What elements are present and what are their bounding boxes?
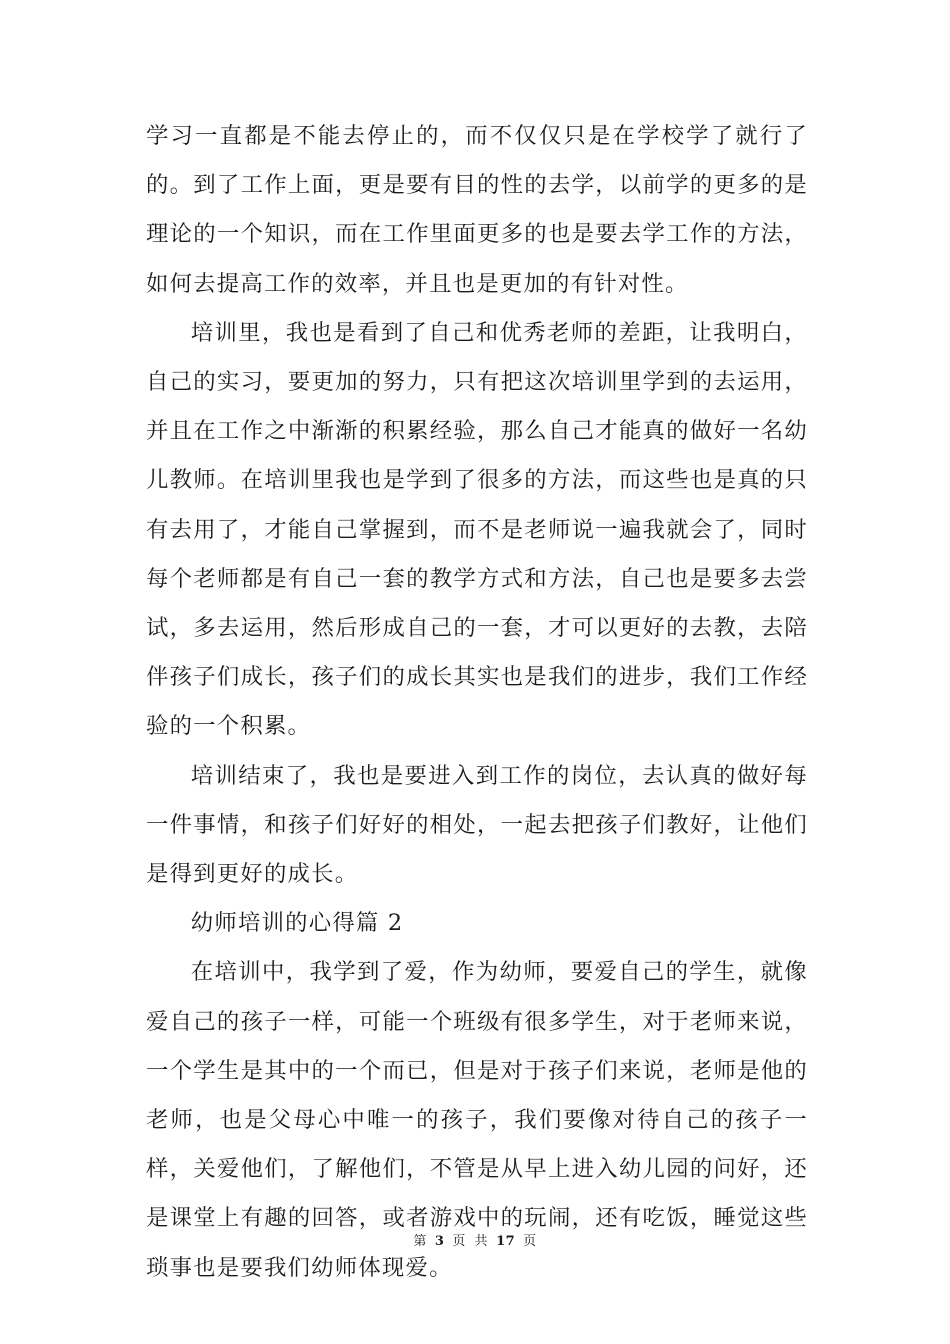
footer-total-prefix: 共: [474, 1234, 489, 1249]
footer-total-pages: 17: [496, 1234, 516, 1249]
paragraph-2: 培训里，我也是看到了自己和优秀老师的差距，让我明白，自己的实习，要更加的努力，只有把这次培训里学到的去运用，并且在工作之中渐渐的积累经验，那么自己才能真的做好一名幼儿教师。在培训里我也是学到了很多的方法，而这些也是真的只有去用了，才能自己掌握到，而不是老师说一遍我就会了，同时每个老师都是有自己一套的教学方式和方法，自己也是要多去尝试，多去运用，然后形成自己的一套，才可以更好的去教，去陪伴孩子们成长，孩子们的成长其实也是我们的进步，我们工作经验的一个积累。: [146, 319, 808, 740]
section-heading: 幼师培训的心得篇 2: [190, 910, 404, 937]
page-footer: [0, 1233, 950, 1251]
footer-page-prefix: 第: [413, 1234, 427, 1249]
footer-page-word: 页: [452, 1234, 466, 1249]
section-paragraph-1: 在培训中，我学到了爱，作为幼师，要爱自己的学生，就像爱自己的孩子一样，可能一个班级有很多学生，对于老师来说，一个学生是其中的一个而已，但是对于孩子们来说，老师是他的老师，也是父母心中唯一的孩子，我们要像对待自己的孩子一样，关爱他们，了解他们，不管是从早上进入幼儿园的问好，还是课堂上有趣的回答，或者游戏中的玩闹，还有吃饭，睡觉这些琐事也是要我们幼师体现爱。: [146, 959, 808, 1281]
footer-total-suffix: 页: [523, 1234, 537, 1249]
footer-current-page: 3: [434, 1234, 445, 1249]
paragraph-3: 培训结束了，我也是要进入到工作的岗位，去认真的做好每一件事情，和孩子们好好的相处，一起去把孩子们教好，让他们是得到更好的成长。: [146, 762, 808, 888]
paragraph-1: 学习一直都是不能去停止的，而不仅仅只是在学校学了就行了的。到了工作上面，更是要有目的性的去学，以前学的更多的是理论的一个知识，而在工作里面更多的也是要去学工作的方法，如何去提高工作的效率，并且也是更加的有针对性。: [146, 123, 808, 297]
page-content: [146, 112, 808, 1293]
